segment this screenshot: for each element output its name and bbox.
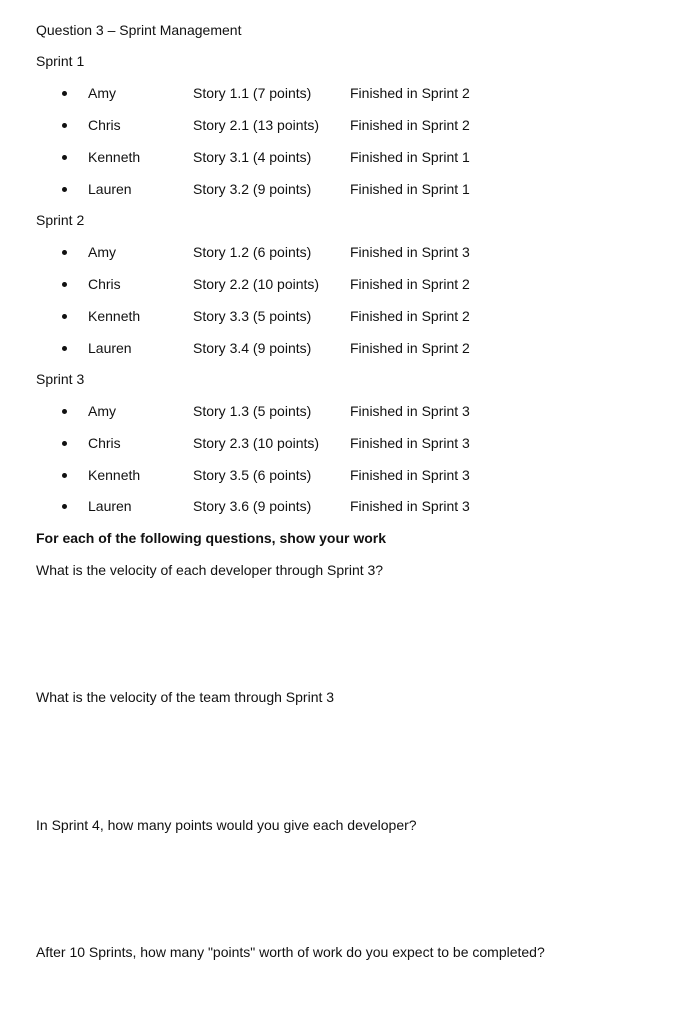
story-label: Story 2.1 (13 points) bbox=[193, 117, 320, 133]
list-item bbox=[0, 243, 673, 261]
developer-name: Chris bbox=[88, 435, 121, 451]
bullet-icon bbox=[62, 91, 67, 96]
developer-name: Kenneth bbox=[88, 308, 141, 324]
developer-name: Lauren bbox=[88, 498, 132, 514]
story-label: Story 2.3 (10 points) bbox=[193, 435, 320, 451]
developer-name: Lauren bbox=[88, 340, 132, 356]
bullet-icon bbox=[62, 187, 67, 192]
bullet-icon bbox=[62, 314, 67, 319]
sprint-heading: Sprint 1 bbox=[36, 53, 85, 69]
developer-name: Kenneth bbox=[88, 467, 141, 483]
story-label: Story 3.1 (4 points) bbox=[193, 149, 312, 165]
story-label: Story 3.2 (9 points) bbox=[193, 181, 312, 197]
bullet-icon bbox=[62, 123, 67, 128]
story-status: Finished in Sprint 3 bbox=[350, 467, 470, 483]
developer-name: Amy bbox=[88, 403, 116, 419]
instructions-heading: For each of the following questions, show your work bbox=[36, 530, 387, 546]
story-status: Finished in Sprint 2 bbox=[350, 308, 470, 324]
list-item bbox=[0, 307, 673, 325]
developer-name: Amy bbox=[88, 244, 116, 260]
bullet-icon bbox=[62, 346, 67, 351]
story-status: Finished in Sprint 1 bbox=[350, 181, 470, 197]
list-item bbox=[0, 402, 673, 420]
story-label: Story 1.2 (6 points) bbox=[193, 244, 312, 260]
list-item bbox=[0, 116, 673, 134]
developer-name: Chris bbox=[88, 276, 121, 292]
bullet-icon bbox=[62, 504, 67, 509]
developer-name: Chris bbox=[88, 117, 121, 133]
story-status: Finished in Sprint 3 bbox=[350, 435, 470, 451]
list-item bbox=[0, 434, 673, 452]
story-status: Finished in Sprint 2 bbox=[350, 85, 470, 101]
story-label: Story 3.4 (9 points) bbox=[193, 340, 312, 356]
list-item bbox=[0, 84, 673, 102]
question-text: What is the velocity of the team through Sprint 3 bbox=[36, 689, 335, 705]
story-status: Finished in Sprint 2 bbox=[350, 276, 470, 292]
bullet-icon bbox=[62, 282, 67, 287]
story-label: Story 3.5 (6 points) bbox=[193, 467, 312, 483]
list-item bbox=[0, 466, 673, 484]
bullet-icon bbox=[62, 250, 67, 255]
story-status: Finished in Sprint 3 bbox=[350, 244, 470, 260]
developer-name: Lauren bbox=[88, 181, 132, 197]
story-label: Story 3.3 (5 points) bbox=[193, 308, 312, 324]
story-status: Finished in Sprint 3 bbox=[350, 403, 470, 419]
bullet-icon bbox=[62, 473, 67, 478]
list-item bbox=[0, 497, 673, 515]
list-item bbox=[0, 148, 673, 166]
story-label: Story 1.3 (5 points) bbox=[193, 403, 312, 419]
story-status: Finished in Sprint 3 bbox=[350, 498, 470, 514]
question-text: In Sprint 4, how many points would you give each developer? bbox=[36, 817, 417, 833]
sprint-heading: Sprint 3 bbox=[36, 371, 85, 387]
bullet-icon bbox=[62, 441, 67, 446]
story-label: Story 3.6 (9 points) bbox=[193, 498, 312, 514]
question-text: After 10 Sprints, how many "points" worth of work do you expect to be completed? bbox=[36, 944, 545, 960]
story-label: Story 2.2 (10 points) bbox=[193, 276, 320, 292]
story-status: Finished in Sprint 2 bbox=[350, 340, 470, 356]
bullet-icon bbox=[62, 409, 67, 414]
sprint-heading: Sprint 2 bbox=[36, 212, 85, 228]
developer-name: Amy bbox=[88, 85, 116, 101]
list-item bbox=[0, 275, 673, 293]
list-item bbox=[0, 339, 673, 357]
question-text: What is the velocity of each developer through Sprint 3? bbox=[36, 562, 384, 578]
story-status: Finished in Sprint 2 bbox=[350, 117, 470, 133]
bullet-icon bbox=[62, 155, 67, 160]
story-status: Finished in Sprint 1 bbox=[350, 149, 470, 165]
page-title: Question 3 – Sprint Management bbox=[36, 22, 242, 38]
developer-name: Kenneth bbox=[88, 149, 141, 165]
story-label: Story 1.1 (7 points) bbox=[193, 85, 312, 101]
list-item bbox=[0, 180, 673, 198]
